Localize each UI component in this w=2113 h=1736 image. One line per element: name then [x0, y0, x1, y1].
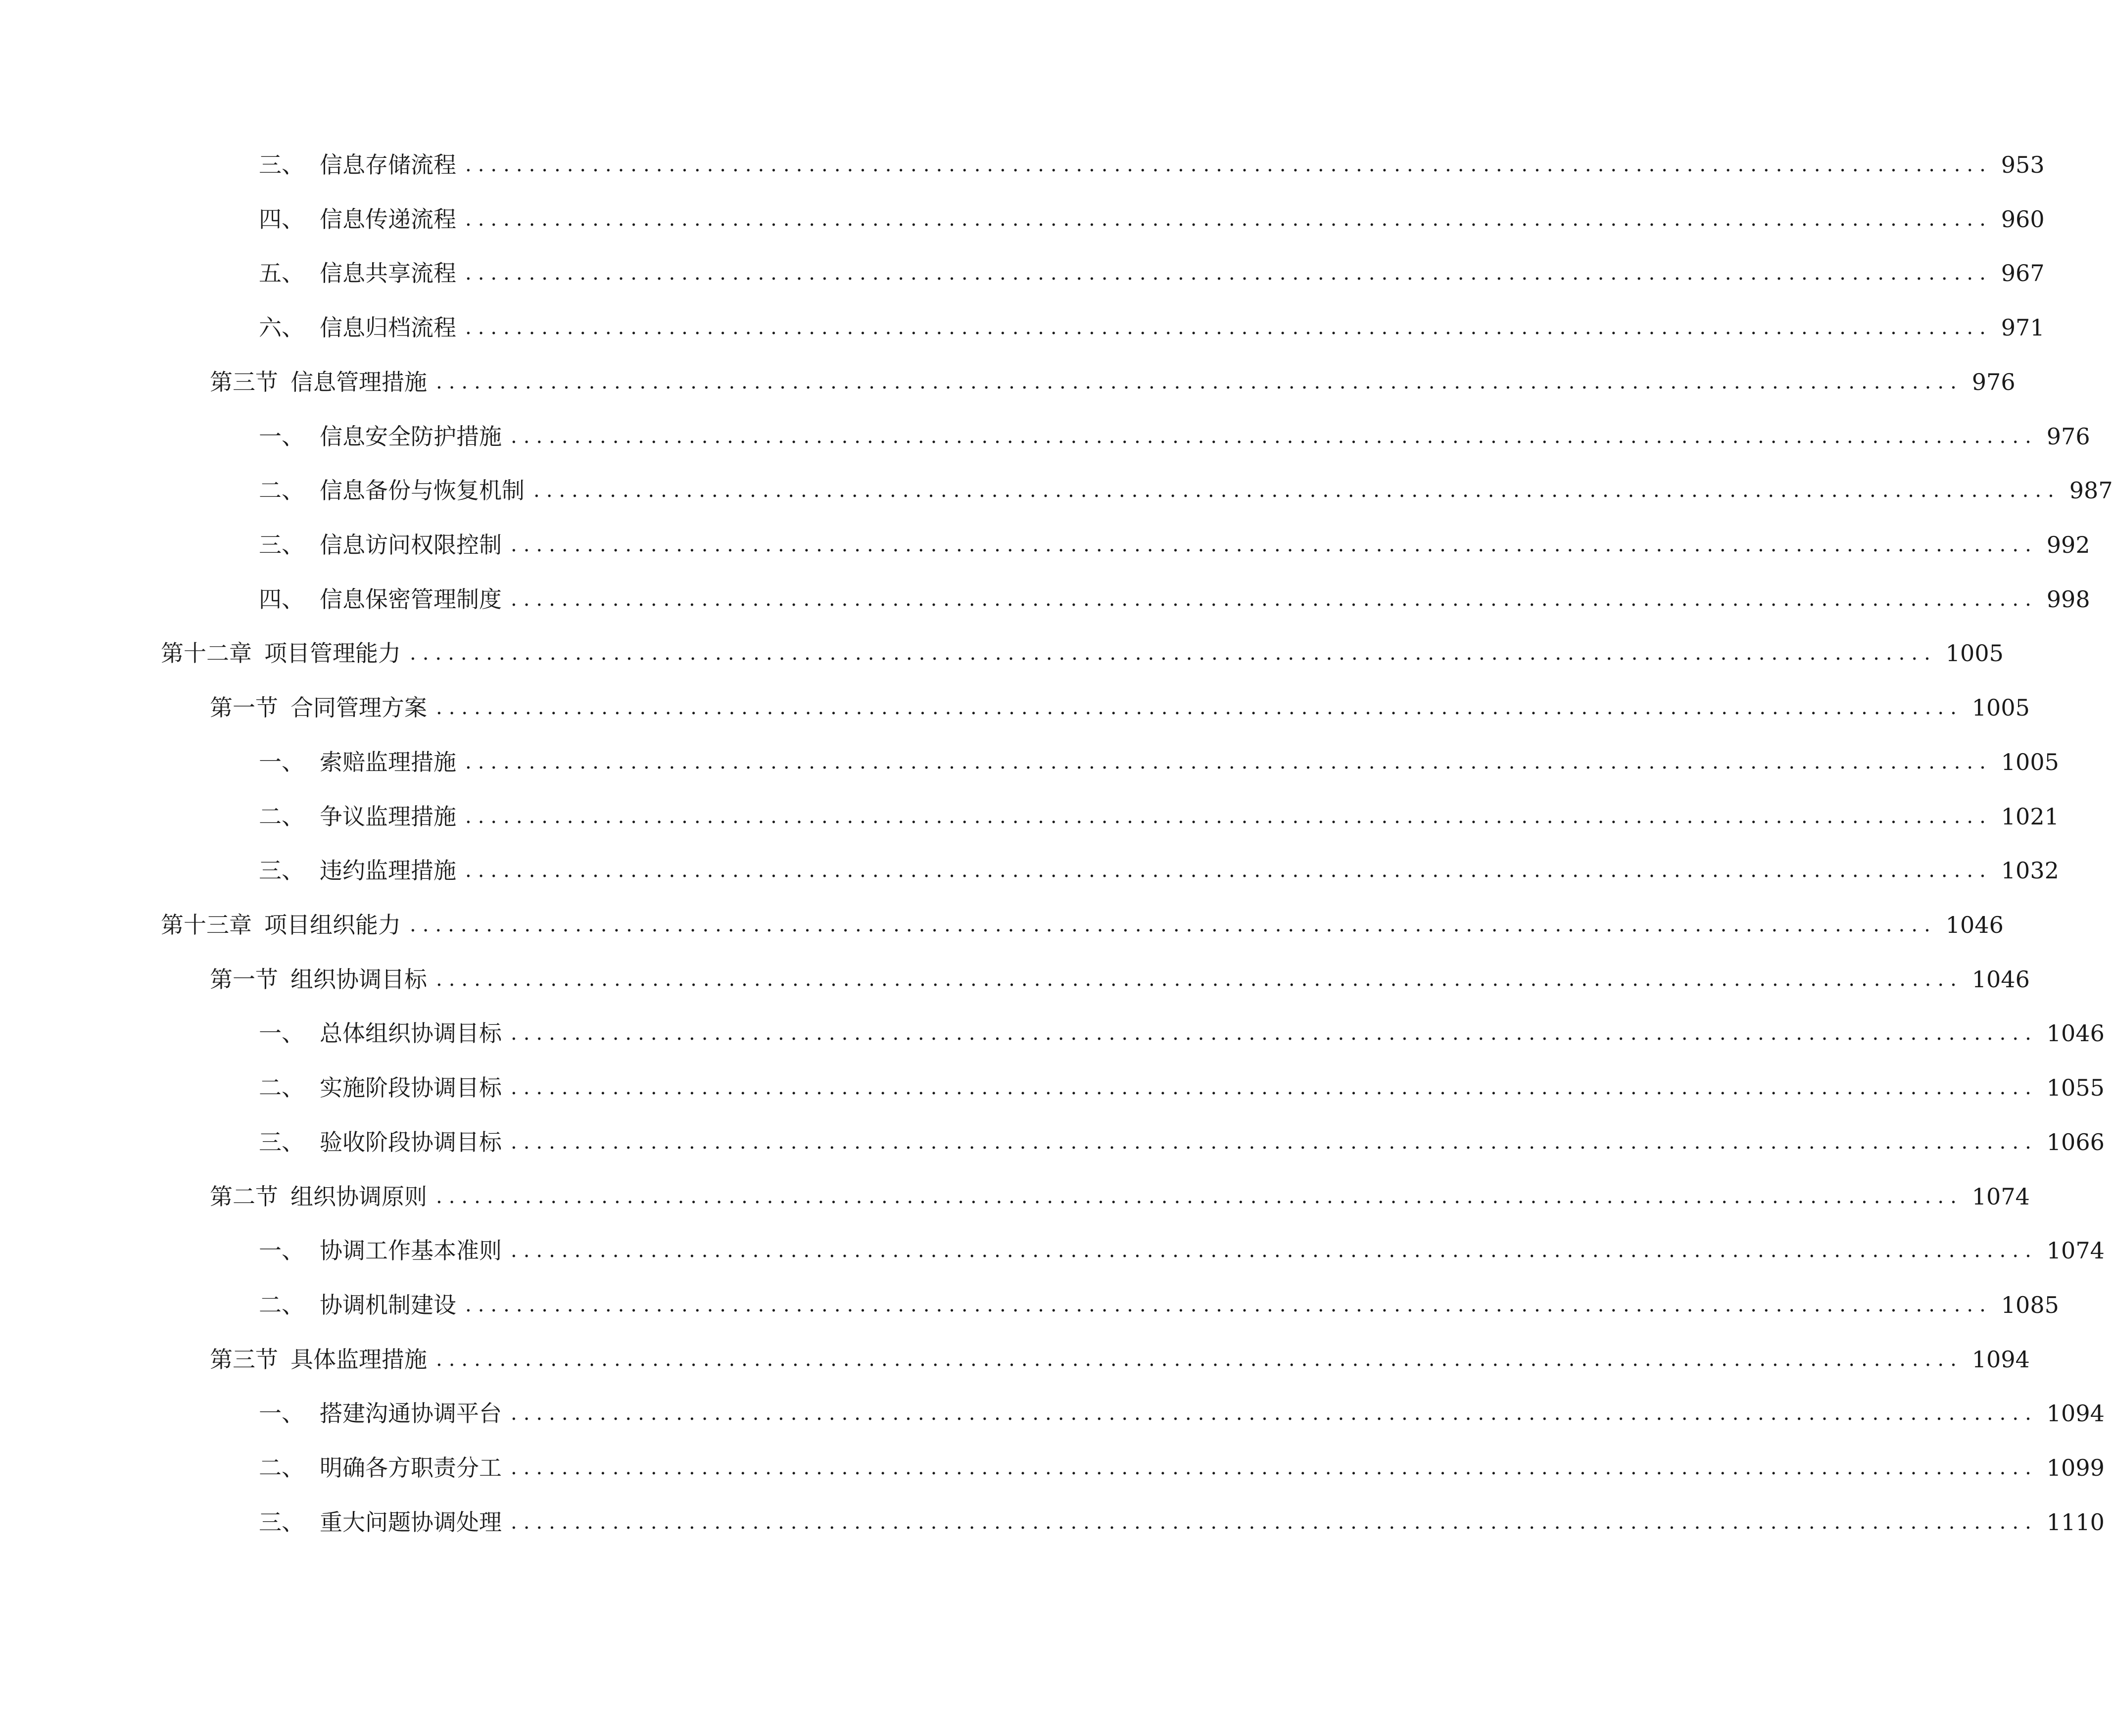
toc-entry-page: 1094 — [1971, 1346, 2030, 1373]
toc-dot-leader: ........................................................................................................................ — [511, 425, 2038, 448]
toc-entry-number: 四、 — [259, 586, 304, 613]
toc-entry-page: 1066 — [2046, 1129, 2105, 1156]
toc-entry-section[interactable] — [210, 1169, 2030, 1224]
toc-entry-number: 三、 — [259, 1509, 304, 1536]
toc-entry-page: 1005 — [2001, 749, 2059, 775]
toc-entry-page: 998 — [2046, 586, 2090, 613]
toc-dot-leader: ........................................................................................................................ — [465, 1294, 1992, 1316]
toc-entry-title: 信息备份与恢复机制 — [320, 477, 525, 504]
toc-entry-page: 1074 — [1971, 1183, 2030, 1210]
toc-dot-leader: ........................................................................................................................ — [436, 968, 1963, 991]
toc-entry-page: 1110 — [2046, 1509, 2105, 1536]
toc-entry-page: 1005 — [1945, 640, 2004, 667]
toc-entry-number: 三、 — [259, 151, 304, 178]
toc-entry-page: 1046 — [1945, 912, 2004, 938]
toc-entry-number: 三、 — [259, 857, 304, 884]
toc-entry-page: 1021 — [2001, 803, 2059, 830]
toc-entry-title: 协调机制建设 — [320, 1292, 456, 1318]
toc-entry-page: 992 — [2046, 531, 2090, 558]
toc-entry[interactable] — [259, 518, 2090, 572]
toc-entry[interactable] — [259, 843, 2059, 898]
toc-dot-leader: ........................................................................................................................ — [436, 696, 1963, 719]
toc-entry[interactable] — [259, 463, 2113, 518]
toc-entry[interactable] — [259, 1115, 2105, 1169]
toc-entry-number: 一、 — [259, 423, 304, 450]
toc-entry-number: 一、 — [259, 749, 304, 775]
toc-entry-title: 项目管理能力 — [264, 640, 401, 667]
toc-entry-title: 组织协调原则 — [290, 1183, 427, 1210]
toc-entry[interactable] — [259, 1441, 2105, 1495]
toc-entry-number: 二、 — [259, 477, 304, 504]
toc-entry-title: 搭建沟通协调平台 — [320, 1400, 502, 1427]
toc-entry-page: 1032 — [2001, 857, 2059, 884]
toc-dot-leader: ........................................................................................................................ — [410, 642, 1937, 665]
toc-entry[interactable] — [259, 1006, 2105, 1061]
toc-entry-title: 验收阶段协调目标 — [320, 1129, 502, 1156]
toc-entry-number: 一、 — [259, 1020, 304, 1047]
toc-entry[interactable] — [259, 789, 2059, 844]
toc-entry-title: 信息归档流程 — [320, 314, 456, 341]
toc-entry-title: 项目组织能力 — [264, 912, 401, 938]
toc-dot-leader: ........................................................................................................................ — [465, 751, 1992, 773]
toc-dot-leader: ........................................................................................................................ — [465, 859, 1992, 882]
toc-dot-leader: ........................................................................................................................ — [465, 262, 1992, 285]
toc-entry-chapter[interactable] — [161, 898, 2004, 952]
toc-entry-title: 信息安全防护措施 — [320, 423, 502, 450]
toc-entry-title: 明确各方职责分工 — [320, 1454, 502, 1481]
toc-dot-leader: ........................................................................................................................ — [511, 1131, 2038, 1154]
toc-dot-leader: ........................................................................................................................ — [465, 316, 1992, 339]
toc-entry-number: 二、 — [259, 1074, 304, 1101]
toc-entry-section[interactable] — [210, 1332, 2030, 1387]
toc-entry-page: 987 — [2069, 477, 2113, 504]
toc-entry[interactable] — [259, 1495, 2105, 1549]
toc-entry-title: 总体组织协调目标 — [320, 1020, 502, 1047]
toc-dot-leader: ........................................................................................................................ — [511, 1239, 2038, 1262]
toc-entry-page: 1099 — [2046, 1454, 2105, 1481]
toc-entry[interactable] — [259, 192, 2045, 246]
toc-entry-title: 重大问题协调处理 — [320, 1509, 502, 1536]
toc-dot-leader: ........................................................................................................................ — [511, 1511, 2038, 1534]
toc-dot-leader: ........................................................................................................................ — [436, 371, 1963, 393]
toc-entry[interactable] — [259, 246, 2045, 300]
toc-entry-section[interactable] — [210, 355, 2016, 409]
toc-entry[interactable] — [259, 409, 2090, 464]
toc-entry-title: 协调工作基本准则 — [320, 1237, 502, 1264]
toc-dot-leader: ........................................................................................................................ — [533, 479, 2061, 502]
toc-entry-page: 976 — [1971, 369, 2016, 395]
toc-entry-title: 组织协调目标 — [290, 966, 427, 993]
toc-entry[interactable] — [259, 300, 2045, 355]
toc-entry-title: 信息传递流程 — [320, 206, 456, 233]
toc-entry-title: 信息保密管理制度 — [320, 586, 502, 613]
toc-dot-leader: ........................................................................................................................ — [511, 1022, 2038, 1045]
toc-dot-leader: ........................................................................................................................ — [511, 588, 2038, 611]
toc-entry-number: 第三节 — [210, 369, 278, 395]
toc-entry-number: 二、 — [259, 803, 304, 830]
toc-entry-number: 五、 — [259, 260, 304, 287]
toc-dot-leader: ........................................................................................................................ — [410, 914, 1937, 936]
toc-entry-section[interactable] — [210, 680, 2030, 735]
toc-entry-title: 合同管理方案 — [290, 694, 427, 721]
toc-entry-number: 二、 — [259, 1292, 304, 1318]
toc-entry[interactable] — [259, 1386, 2105, 1441]
toc-dot-leader: ........................................................................................................................ — [465, 153, 1992, 176]
toc-dot-leader: ........................................................................................................................ — [465, 208, 1992, 231]
toc-entry-number: 第十二章 — [161, 640, 252, 667]
toc-entry-page: 1005 — [1971, 694, 2030, 721]
toc-entry-number: 第十三章 — [161, 912, 252, 938]
toc-entry-chapter[interactable] — [161, 626, 2004, 680]
toc-dot-leader: ........................................................................................................................ — [511, 533, 2038, 556]
toc-entry-page: 967 — [2001, 260, 2045, 287]
toc-entry-number: 二、 — [259, 1454, 304, 1481]
toc-entry-page: 971 — [2001, 314, 2045, 341]
toc-entry-title: 具体监理措施 — [290, 1346, 427, 1373]
toc-entry-section[interactable] — [210, 952, 2030, 1007]
toc-entry[interactable] — [259, 572, 2090, 627]
toc-entry-title: 索赔监理措施 — [320, 749, 456, 775]
toc-entry-number: 三、 — [259, 531, 304, 558]
toc-entry-title: 信息存储流程 — [320, 151, 456, 178]
toc-dot-leader: ........................................................................................................................ — [465, 805, 1992, 828]
toc-entry[interactable] — [259, 1223, 2105, 1278]
toc-entry-number: 第一节 — [210, 966, 278, 993]
toc-entry-page: 953 — [2001, 151, 2045, 178]
toc-entry-number: 第一节 — [210, 694, 278, 721]
toc-entry[interactable] — [259, 1061, 2105, 1115]
toc-entry-page: 1085 — [2001, 1292, 2059, 1318]
toc-entry[interactable] — [259, 138, 2045, 192]
toc-entry-number: 一、 — [259, 1400, 304, 1427]
toc-entry-title: 信息管理措施 — [290, 369, 427, 395]
toc-dot-leader: ........................................................................................................................ — [511, 1076, 2038, 1099]
toc-entry-title: 实施阶段协调目标 — [320, 1074, 502, 1101]
toc-entry[interactable] — [259, 1278, 2059, 1332]
toc-entry-title: 违约监理措施 — [320, 857, 456, 884]
toc-dot-leader: ........................................................................................................................ — [436, 1185, 1963, 1208]
toc-entry-page: 976 — [2046, 423, 2090, 450]
toc-dot-leader: ........................................................................................................................ — [436, 1348, 1963, 1371]
toc-dot-leader: ........................................................................................................................ — [511, 1402, 2038, 1425]
toc-entry-title: 信息共享流程 — [320, 260, 456, 287]
toc-entry-page: 1046 — [1971, 966, 2030, 993]
toc-entry-page: 1094 — [2046, 1400, 2105, 1427]
toc-dot-leader: ........................................................................................................................ — [511, 1456, 2038, 1479]
toc-entry-title: 信息访问权限控制 — [320, 531, 502, 558]
toc-entry-page: 1046 — [2046, 1020, 2105, 1047]
toc-entry-page: 1074 — [2046, 1237, 2105, 1264]
toc-entry-page: 1055 — [2046, 1074, 2105, 1101]
toc-entry[interactable] — [259, 735, 2059, 789]
toc-entry-number: 一、 — [259, 1237, 304, 1264]
toc-entry-number: 第三节 — [210, 1346, 278, 1373]
toc-entry-title: 争议监理措施 — [320, 803, 456, 830]
toc-entry-page: 960 — [2001, 206, 2045, 233]
toc-entry-number: 第二节 — [210, 1183, 278, 1210]
toc-entry-number: 三、 — [259, 1129, 304, 1156]
toc-entry-number: 六、 — [259, 314, 304, 341]
toc-entry-number: 四、 — [259, 206, 304, 233]
